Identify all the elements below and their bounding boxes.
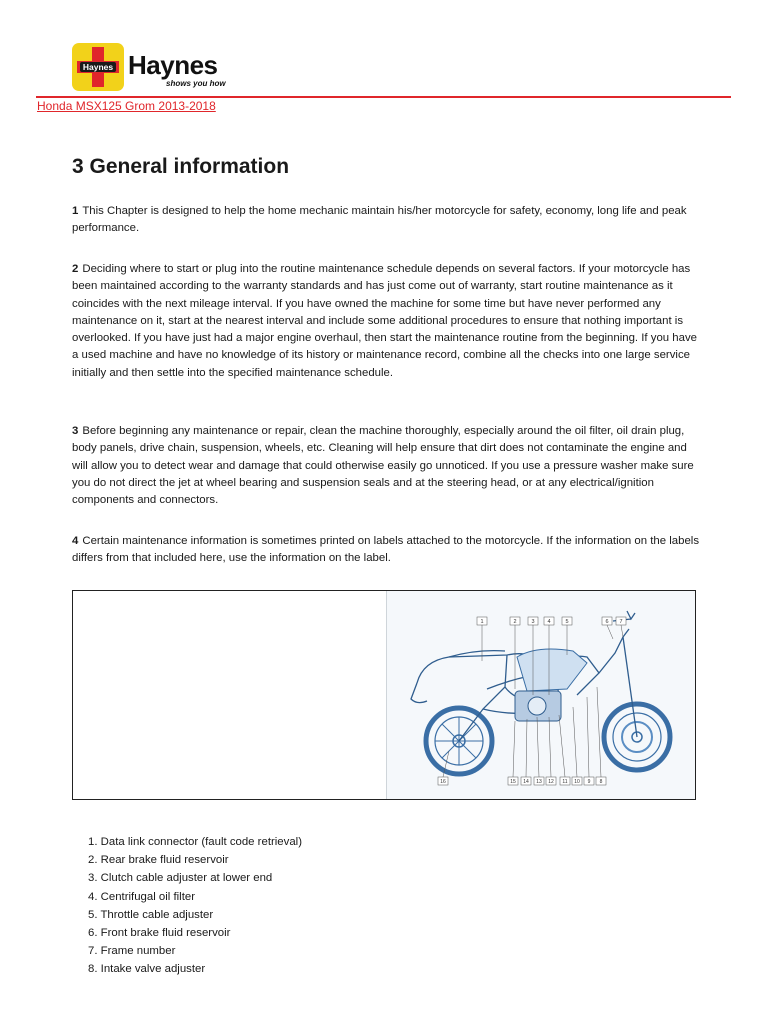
callout-label: 2 [513, 619, 517, 625]
callout-label: 11 [562, 779, 568, 785]
paragraph-number: 2 [72, 263, 79, 275]
paragraph-text: Before beginning any maintenance or repair, clean the machine thoroughly, especially around the oil filter, oil drain plug, body panels, drive chain, suspension, wheels, etc. Cleaning will help ensure that dirt does not contaminate the engine and will allow you to detect wear and damage that could otherwise easily go unnoticed. If you use a pressure washer make sure you do not direct the jet at wheel bearing and suspension seals and at the steering head, or at any electrical/ignition components and connectors. [72, 425, 694, 507]
motorcycle-figure [72, 590, 696, 800]
callout-label: 6 [605, 619, 609, 625]
paragraph-1 [72, 203, 702, 238]
breadcrumb-link[interactable]: Honda MSX125 Grom 2013-2018 [37, 99, 216, 113]
callout-label: 12 [548, 779, 554, 785]
callout-label: 4 [547, 619, 551, 625]
paragraph-number: 1 [72, 205, 79, 217]
legend-item: 6. Front brake fluid reservoir [88, 927, 231, 940]
engine-drawing [515, 691, 561, 721]
callout-label: 1 [480, 619, 484, 625]
paragraph-2 [72, 261, 702, 382]
callout-label: 15 [510, 779, 516, 785]
haynes-logo[interactable] [72, 43, 124, 91]
callout-label: 9 [587, 779, 591, 785]
page-header [0, 0, 768, 113]
legend-item: 7. Frame number [88, 945, 176, 958]
paragraph-3 [72, 423, 702, 509]
paragraph-text: Deciding where to start or plug into the routine maintenance schedule depends on several factors. If your motorcycle has been maintained according to the warranty standards and has just come out of warranty, start routine maintenance as it coincides with the next mileage interval. If you have owned the machine for some time but have never performed any maintenance on it, start at the nearest interval and include some additional procedures to ensure that nothing important is overlooked. If you have just had a major engine overhaul, then start the maintenance routine from the beginning. If you have a used machine and have no knowledge of its history or maintenance record, combine all the checks into one large service initially and then settle into the specified maintenance schedule. [72, 263, 697, 379]
legend-item: 8. Intake valve adjuster [88, 963, 206, 976]
brand-tagline: shows you how [166, 79, 226, 88]
callout-label: 13 [536, 779, 542, 785]
callout-label: 3 [531, 619, 535, 625]
paragraph-text: This Chapter is designed to help the home mechanic maintain his/her motorcycle for safety, economy, long life and peak performance. [72, 205, 687, 235]
callout-label: 10 [574, 779, 580, 785]
paragraph-4 [72, 533, 702, 568]
section-title: 3 General information [72, 155, 290, 178]
motorcycle-diagram[interactable] [387, 591, 695, 799]
callout-label: 16 [440, 779, 446, 785]
header-divider [36, 96, 731, 98]
paragraph-number: 3 [72, 425, 79, 437]
legend-item: 5. Throttle cable adjuster [88, 908, 214, 921]
legend-item: 4. Centrifugal oil filter [88, 890, 195, 903]
paragraph-number: 4 [72, 535, 79, 547]
paragraph-text: Certain maintenance information is sometimes printed on labels attached to the motorcycle. If the information on the labels differs from that included here, use the information on the label. [72, 535, 700, 565]
callout-label: 8 [599, 779, 603, 785]
brand-name: Haynes [128, 50, 218, 80]
logo-text: Haynes [82, 62, 114, 72]
legend-item: 2. Rear brake fluid reservoir [88, 854, 229, 867]
callout-label: 7 [619, 619, 623, 625]
component-legend [88, 833, 302, 979]
legend-item: 1. Data link connector (fault code retrieval) [88, 836, 302, 848]
callout-label: 14 [523, 779, 529, 785]
legend-item: 3. Clutch cable adjuster at lower end [88, 872, 273, 885]
callout-label: 5 [565, 619, 569, 625]
